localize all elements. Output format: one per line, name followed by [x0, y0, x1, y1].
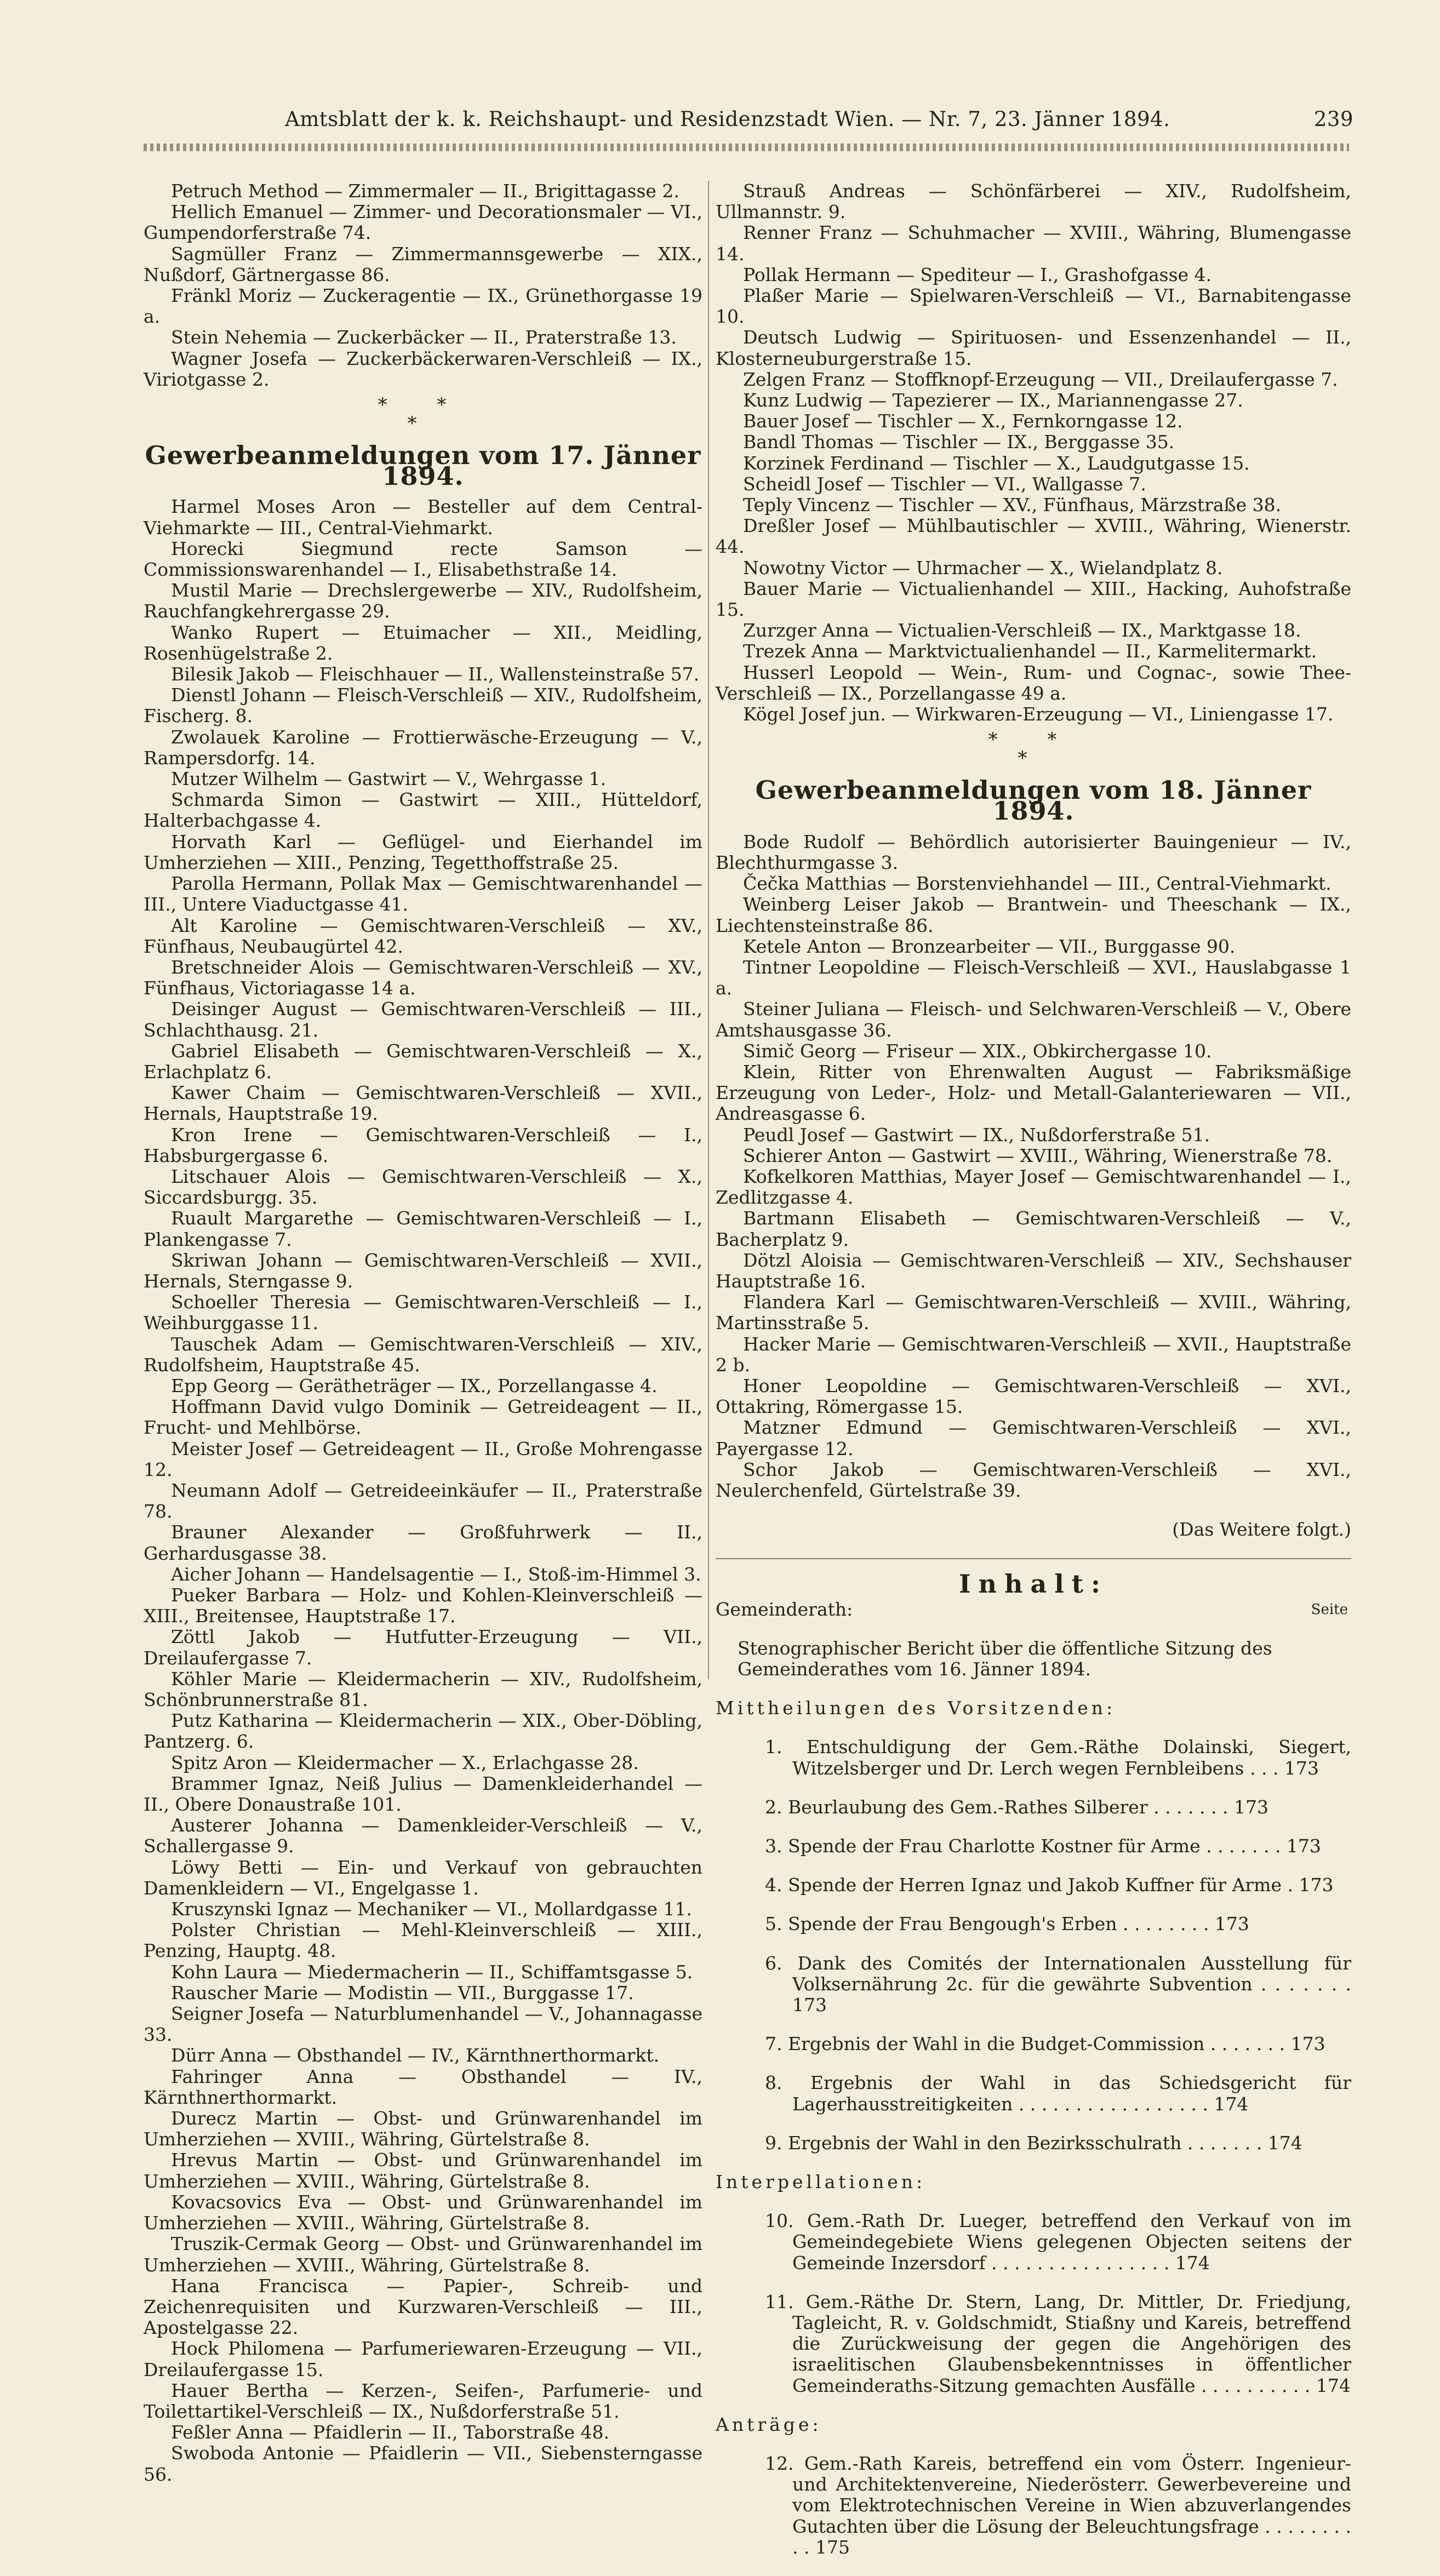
list-item: Weinberg Leiser Jakob — Brantwein- und Theeschank — IX., Liechtensteinstraße 86.	[716, 894, 1351, 936]
list-item: Gabriel Elisabeth — Gemischtwaren-Verschleiß — X., Erlachplatz 6.	[144, 1040, 702, 1083]
section-separator	[716, 730, 1351, 768]
list-item: Mustil Marie — Drechslergewerbe — XIV., Rudolfsheim, Rauchfangkehrergasse 29.	[144, 580, 702, 622]
list-item: Schierer Anton — Gastwirt — XVIII., Währing, Wienerstraße 78.	[743, 1144, 1333, 1166]
list-item: Kögel Josef jun. — Wirkwaren-Erzeugung — VI., Liniengasse 17.	[743, 703, 1334, 725]
toc-report-text: Stenographischer Bericht über die öffentliche Sitzung des Gemeinderathes vom 16. Jänner 1894.	[738, 1637, 1272, 1680]
list-item: Dreßler Josef — Mühlbautischler — XVIII., Währing, Wienerstr. 44.	[716, 515, 1351, 558]
list-item: Neumann Adolf — Getreideeinkäufer — II., Praterstraße 78.	[144, 1479, 702, 1522]
section-title: Gewerbeanmeldungen vom 17. Jänner 1894.	[145, 440, 701, 491]
toc-group-header	[716, 1599, 1351, 1620]
list-item: Zwolauek Karoline — Frottierwäsche-Erzeugung — V., Rampersdorfg. 14.	[144, 726, 702, 769]
list-item: Polster Christian — Mehl-Kleinverschleiß — XIII., Penzing, Hauptg. 48.	[144, 1919, 702, 1962]
list-item: Tauschek Adam — Gemischtwaren-Verschleiß — XIV., Rudolfsheim, Hauptstraße 45.	[144, 1333, 702, 1376]
list-item: Bandl Thomas — Tischler — IX., Berggasse 35.	[743, 431, 1175, 453]
list-item: Dürr Anna — Obsthandel — IV., Kärnthnerthormarkt.	[171, 2045, 660, 2066]
list-item: Litschauer Alois — Gemischtwaren-Verschleiß — X., Siccardsburgg. 35.	[144, 1165, 702, 1209]
list-item: Nowotny Victor — Uhrmacher — X., Wielandplatz 8.	[743, 557, 1223, 579]
list-item: Hauer Bertha — Kerzen-, Seifen-, Parfumerie- und Toilettartikel-Verschleiß — IX., Nußdorferstraße 51.	[144, 2379, 702, 2422]
list-item: Schor Jakob — Gemischtwaren-Verschleiß — XVI., Neulerchenfeld, Gürtelstraße 39.	[716, 1458, 1351, 1501]
list-item: Čečka Matthias — Borstenviehhandel — III., Central-Viehmarkt.	[743, 873, 1332, 895]
list-item: Petruch Method — Zimmermaler — II., Brigittagasse 2.	[171, 180, 679, 202]
list-item: Klein, Ritter von Ehrenwalten August — Fabriksmäßige Erzeugung von Leder-, Holz- und Metall-Galanteriewaren — VII., Andreasgasse 6.	[716, 1061, 1351, 1125]
list-item: Hellich Emanuel — Zimmer- und Decorationsmaler — VI., Gumpendorferstraße 74.	[144, 201, 702, 244]
list-item: Zurzger Anna — Victualien-Verschleiß — IX., Marktgasse 18.	[743, 620, 1301, 642]
toc-item: 11. Gem.-Räthe Dr. Stern, Lang, Dr. Mittler, Dr. Friedjung, Tagleicht, R. v. Goldschmidt, Stiaßny und Kareis, betreffend die Zurückweisung der gegen die Angehörigen des israelitischen Glaubensbekenntnisses in öffentlicher Gemeinderaths-Sitzung gemachten Ausfälle . . . . . . . . . . 174	[765, 2291, 1351, 2396]
toc-divider	[716, 1558, 1351, 1559]
list-item: Feßler Anna — Pfaidlerin — II., Taborstraße 48.	[171, 2422, 610, 2443]
column-divider	[708, 181, 709, 1679]
list-item: Teply Vincenz — Tischler — XV., Fünfhaus, Märzstraße 38.	[743, 494, 1282, 516]
list-item: Zöttl Jakob — Hutfutter-Erzeugung — VII., Dreilaufergasse 7.	[144, 1626, 702, 1669]
list-item: Ruault Margarethe — Gemischtwaren-Verschleiß — I., Plankengasse 7.	[144, 1207, 702, 1250]
list-item: Austerer Johanna — Damenkleider-Verschleiß — V., Schallergasse 9.	[144, 1814, 702, 1857]
list-item: Dötzl Aloisia — Gemischtwaren-Verschleiß — XIV., Sechshauser Hauptstraße 16.	[716, 1249, 1351, 1292]
right-top-entries	[716, 181, 1351, 725]
page-header	[285, 107, 1353, 131]
toc-group-antraege: Anträge:	[716, 2413, 822, 2435]
list-item: Bretschneider Alois — Gemischtwaren-Verschleiß — XV., Fünfhaus, Victoriagasse 14 a.	[144, 956, 702, 999]
list-item: Hacker Marie — Gemischtwaren-Verschleiß — XVII., Hauptstraße 2 b.	[716, 1333, 1351, 1376]
list-item: Bauer Marie — Victualienhandel — XIII., Hacking, Auhofstraße 15.	[716, 577, 1351, 621]
list-item: Durecz Martin — Obst- und Grünwarenhandel im Umherziehen — XVIII., Währing, Gürtelstraße 8.	[144, 2108, 702, 2150]
toc-seite-label: Seite	[1311, 1601, 1348, 1618]
list-item: Tintner Leopoldine — Fleisch-Verschleiß — XVI., Hauslabgasse 1 a.	[716, 956, 1351, 999]
page-number: 239	[1313, 107, 1353, 131]
right-column	[716, 181, 1351, 2576]
list-item: Fahringer Anna — Obsthandel — IV., Kärnthnerthormarkt.	[144, 2065, 702, 2108]
list-item: Plaßer Marie — Spielwaren-Verschleiß — VI., Barnabitengasse 10.	[716, 285, 1351, 328]
list-item: Matzner Edmund — Gemischtwaren-Verschleiß — XVI., Payergasse 12.	[716, 1417, 1351, 1459]
list-item: Fränkl Moriz — Zuckeragentie — IX., Grünethorgasse 19 a.	[144, 285, 702, 328]
list-item: Kohn Laura — Miedermacherin — II., Schiffamtsgasse 5.	[171, 1961, 693, 1983]
list-item: Parolla Hermann, Pollak Max — Gemischtwarenhandel — III., Untere Viaductgasse 41.	[144, 873, 702, 915]
left-column	[144, 181, 702, 2485]
list-item: Spitz Aron — Kleidermacher — X., Erlachgasse 28.	[171, 1751, 639, 1773]
list-item: Wanko Rupert — Etuimacher — XII., Meidling, Rosenhügelstraße 2.	[144, 621, 702, 664]
toc-group-mittheilungen: Mittheilungen des Vorsitzenden:	[716, 1697, 1116, 1719]
list-item: Wagner Josefa — Zuckerbäckerwaren-Verschleiß — IX., Viriotgasse 2.	[144, 347, 702, 390]
table-of-contents	[716, 1569, 1351, 2558]
list-item: Putz Katharina — Kleidermacherin — XIX., Ober-Döbling, Pantzerg. 6.	[144, 1710, 702, 1753]
separator-stars-top: * *	[988, 729, 1079, 751]
toc-item: 5. Spende der Frau Bengough's Erben . . . . . . . . 173	[765, 1913, 1249, 1935]
list-item: Trezek Anna — Marktvictualienhandel — II., Karmelitermarkt.	[743, 640, 1317, 662]
list-item: Horecki Siegmund recte Samson — Commissionswarenhandel — I., Elisabethstraße 14.	[144, 537, 702, 581]
list-item: Kofkelkoren Matthias, Mayer Josef — Gemischtwarenhandel — I., Zedlitzgasse 4.	[716, 1165, 1351, 1209]
toc-group-gemeinderath: Gemeinderath:	[716, 1598, 853, 1620]
list-item: Swoboda Antonie — Pfaidlerin — VII., Siebensterngasse 56.	[144, 2442, 702, 2485]
list-item: Brammer Ignaz, Neiß Julius — Damenkleiderhandel — II., Obere Donaustraße 101.	[144, 1772, 702, 1816]
list-item: Stein Nehemia — Zuckerbäcker — II., Praterstraße 13.	[171, 327, 677, 348]
list-item: Brauner Alexander — Großfuhrwerk — II., Gerhardusgasse 38.	[144, 1521, 702, 1564]
list-item: Hoffmann David vulgo Dominik — Getreideagent — II., Frucht- und Mehlbörse.	[144, 1396, 702, 1439]
list-item: Hrevus Martin — Obst- und Grünwarenhandel im Umherziehen — XVIII., Währing, Gürtelstraße 8.	[144, 2149, 702, 2192]
list-item: Mutzer Wilhelm — Gastwirt — V., Wehrgasse 1.	[171, 768, 607, 790]
list-item: Simič Georg — Friseur — XIX., Obkirchergasse 10.	[743, 1040, 1212, 1062]
separator-stars-bottom: *	[1018, 747, 1049, 770]
list-item: Schoeller Theresia — Gemischtwaren-Verschleiß — I., Weihburggasse 11.	[144, 1291, 702, 1334]
toc-item: 7. Ergebnis der Wahl in die Budget-Commission . . . . . . . 173	[765, 2033, 1325, 2055]
list-item: Deisinger August — Gemischtwaren-Verschleiß — III., Schlachthausg. 21.	[144, 998, 702, 1041]
toc-item: 6. Dank des Comités der Internationalen Ausstellung für Volksernährung 2c. für die gewährte Subvention . . . . . . . 173	[765, 1952, 1351, 2016]
list-item: Epp Georg — Gerätheträger — IX., Porzellangasse 4.	[171, 1375, 658, 1396]
list-item: Bauer Josef — Tischler — X., Fernkorngasse 12.	[743, 410, 1183, 432]
toc-item: 4. Spende der Herren Ignaz und Jakob Kuffner für Arme . 173	[765, 1874, 1334, 1896]
list-item: Kruszynski Ignaz — Mechaniker — VI., Mollardgasse 11.	[171, 1898, 692, 1920]
list-item: Bartmann Elisabeth — Gemischtwaren-Verschleiß — V., Bacherplatz 9.	[716, 1207, 1351, 1250]
section-separator	[144, 396, 702, 433]
left-entries	[144, 496, 702, 2485]
list-item: Scheidl Josef — Tischler — VI., Wallgasse 7.	[743, 473, 1146, 495]
list-item: Sagmüller Franz — Zimmermannsgewerbe — XIX., Nußdorf, Gärtnergasse 86.	[144, 243, 702, 285]
separator-stars-bottom: *	[407, 413, 439, 435]
list-item: Kovacsovics Eva — Obst- und Grünwarenhandel im Umherziehen — XVIII., Währing, Gürtelstraße 8.	[144, 2191, 702, 2234]
list-item: Alt Karoline — Gemischtwaren-Verschleiß — XV., Fünfhaus, Neubaugürtel 42.	[144, 914, 702, 957]
list-item: Kawer Chaim — Gemischtwaren-Verschleiß — XVII., Hernals, Hauptstraße 19.	[144, 1082, 702, 1125]
left-top-entries	[144, 181, 702, 390]
toc-title: Inhalt:	[959, 1569, 1108, 1599]
list-item: Renner Franz — Schuhmacher — XVIII., Währing, Blumengasse 14.	[716, 222, 1351, 265]
list-item: Pueker Barbara — Holz- und Kohlen-Kleinverschleiß — XIII., Breitensee, Hauptstraße 17.	[144, 1584, 702, 1627]
list-item: Seigner Josefa — Naturblumenhandel — V., Johannagasse 33.	[144, 2003, 702, 2046]
list-item: Schmarda Simon — Gastwirt — XIII., Hütteldorf, Halterbachgasse 4.	[144, 789, 702, 832]
list-item: Dienstl Johann — Fleisch-Verschleiß — XIV., Rudolfsheim, Fischerg. 8.	[144, 684, 702, 727]
separator-stars-top: * *	[378, 394, 468, 416]
header-title: Amtsblatt der k. k. Reichshaupt- und Residenzstadt Wien. — Nr. 7, 23. Jänner 1894.	[285, 107, 1170, 131]
toc-item: 3. Spende der Frau Charlotte Kostner für Arme . . . . . . . 173	[765, 1835, 1321, 1857]
list-item: Deutsch Ludwig — Spirituosen- und Essenzenhandel — II., Klosterneuburgerstraße 15.	[716, 327, 1351, 369]
list-item: Bilesik Jakob — Fleischhauer — II., Wallensteinstraße 57.	[171, 663, 700, 685]
toc-item: 9. Ergebnis der Wahl in den Bezirksschulrath . . . . . . . 174	[765, 2132, 1302, 2154]
list-item: Ketele Anton — Bronzearbeiter — VII., Burggasse 90.	[743, 935, 1236, 957]
list-item: Kron Irene — Gemischtwaren-Verschleiß — I., Habsburgergasse 6.	[144, 1124, 702, 1166]
toc-item: 1. Entschuldigung der Gem.-Räthe Dolainski, Siegert, Witzelsberger und Dr. Lerch wegen Fernbleibens . . . 173	[765, 1736, 1351, 1779]
list-item: Honer Leopoldine — Gemischtwaren-Verschleiß — XVI., Ottakring, Römergasse 15.	[716, 1375, 1351, 1418]
list-item: Pollak Hermann — Spediteur — I., Grashofgasse 4.	[743, 264, 1212, 285]
list-item: Korzinek Ferdinand — Tischler — X., Laudgutgasse 15.	[743, 452, 1250, 474]
list-item: Truszik-Cermak Georg — Obst- und Grünwarenhandel im Umherziehen — XVIII., Währing, Gürtelstraße 8.	[144, 2233, 702, 2276]
list-item: Löwy Betti — Ein- und Verkauf von gebrauchten Damenkleidern — VI., Engelgasse 1.	[144, 1856, 702, 1899]
list-item: Aicher Johann — Handelsagentie — I., Stoß-im-Himmel 3.	[171, 1563, 701, 1585]
list-item: Hock Philomena — Parfumeriewaren-Erzeugung — VII., Dreilaufergasse 15.	[144, 2338, 702, 2380]
list-item: Peudl Josef — Gastwirt — IX., Nußdorferstraße 51.	[743, 1124, 1210, 1146]
toc-group-interpellationen: Interpellationen:	[716, 2171, 926, 2193]
toc-item: 10. Gem.-Rath Dr. Lueger, betreffend den Verkauf von im Gemeindegebiete Wiens gelegenen Objecten seitens der Gemeinde Inzersdorf . . . . . . . . . . . . . . . . 174	[765, 2210, 1351, 2274]
list-item: Strauß Andreas — Schönfärberei — XIV., Rudolfsheim, Ullmannstr. 9.	[716, 180, 1351, 223]
list-item: Flandera Karl — Gemischtwaren-Verschleiß — XVIII., Währing, Martinsstraße 5.	[716, 1291, 1351, 1334]
section-title: Gewerbeanmeldungen vom 18. Jänner 1894.	[755, 775, 1312, 826]
list-item: Steiner Juliana — Fleisch- und Selchwaren-Verschleiß — V., Obere Amtshausgasse 36.	[716, 998, 1351, 1041]
list-item: Meister Josef — Getreideagent — II., Große Mohrengasse 12.	[144, 1438, 702, 1480]
header-rule	[144, 144, 1349, 151]
toc-item: 8. Ergebnis der Wahl in das Schiedsgericht für Lagerhausstreitigkeiten . . . . . . . . . . . . . . . . . 174	[765, 2072, 1351, 2115]
list-item: Kunz Ludwig — Tapezierer — IX., Mariannengasse 27.	[743, 390, 1243, 411]
list-item: Harmel Moses Aron — Besteller auf dem Central-Viehmarkte — III., Central-Viehmarkt.	[144, 496, 702, 539]
toc-item: 2. Beurlaubung des Gem.-Rathes Silberer . . . . . . . 173	[765, 1796, 1268, 1818]
toc-item: 12. Gem.-Rath Kareis, betreffend ein vom Österr. Ingenieur- und Architektenvereine, Niederösterr. Gewerbevereine und vom Elektrotechnischen Vereine in Wien abzuverlangendes Gutachten über die Lösung der Beleuchtungsfrage . . . . . . . . . . 175	[765, 2453, 1351, 2558]
continued-note: (Das Weitere folgt.)	[1172, 1519, 1351, 1541]
list-item: Köhler Marie — Kleidermacherin — XIV., Rudolfsheim, Schönbrunnerstraße 81.	[144, 1668, 702, 1711]
right-entries	[716, 832, 1351, 1541]
list-item: Hana Francisca — Papier-, Schreib- und Zeichenrequisiten und Kurzwaren-Verschleiß — III., Apostelgasse 22.	[144, 2275, 702, 2339]
list-item: Skriwan Johann — Gemischtwaren-Verschleiß — XVII., Hernals, Sterngasse 9.	[144, 1249, 702, 1292]
list-item: Bode Rudolf — Behördlich autorisierter Bauingenieur — IV., Blechthurmgasse 3.	[716, 831, 1351, 873]
list-item: Rauscher Marie — Modistin — VII., Burggasse 17.	[171, 1982, 634, 2003]
list-item: Husserl Leopold — Wein-, Rum- und Cognac-, sowie Thee-Verschleiß — IX., Porzellangasse 49 a.	[716, 661, 1351, 704]
list-item: Zelgen Franz — Stoffknopf-Erzeugung — VII., Dreilaufergasse 7.	[743, 368, 1338, 390]
list-item: Horvath Karl — Geflügel- und Eierhandel im Umherziehen — XIII., Penzing, Tegetthoffstraße 25.	[144, 831, 702, 873]
